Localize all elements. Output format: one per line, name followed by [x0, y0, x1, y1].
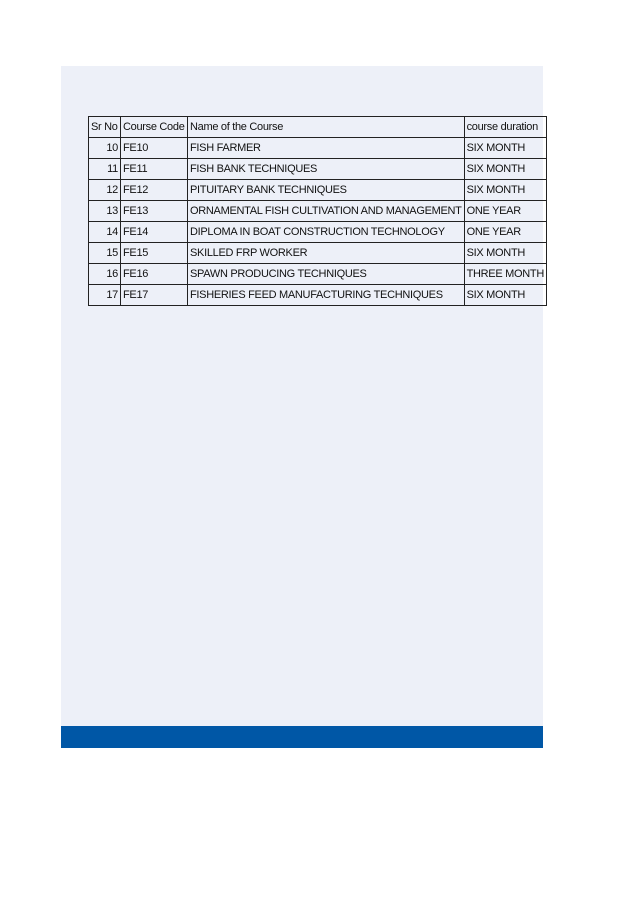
table-row: [89, 243, 547, 264]
cell-course-duration: SIX MONTH: [464, 138, 546, 159]
header-course-code: Course Code: [121, 117, 188, 138]
table-row: [89, 285, 547, 306]
cell-course-duration: THREE MONTH: [464, 264, 546, 285]
cell-course-code: FE14: [121, 222, 188, 243]
cell-sr-no: 10: [89, 138, 121, 159]
cell-course-code: FE16: [121, 264, 188, 285]
cell-course-duration: ONE YEAR: [464, 222, 546, 243]
cell-course-code: FE13: [121, 201, 188, 222]
cell-course-name: FISH BANK TECHNIQUES: [188, 159, 465, 180]
cell-course-duration: SIX MONTH: [464, 159, 546, 180]
cell-sr-no: 16: [89, 264, 121, 285]
cell-course-name: ORNAMENTAL FISH CULTIVATION AND MANAGEMENT: [188, 201, 465, 222]
cell-course-code: FE11: [121, 159, 188, 180]
table-row: [89, 138, 547, 159]
header-course-name: Name of the Course: [188, 117, 465, 138]
cell-course-duration: SIX MONTH: [464, 243, 546, 264]
table-row: [89, 159, 547, 180]
cell-course-duration: ONE YEAR: [464, 201, 546, 222]
cell-course-duration: SIX MONTH: [464, 180, 546, 201]
cell-course-duration: SIX MONTH: [464, 285, 546, 306]
cell-course-name: FISH FARMER: [188, 138, 465, 159]
header-sr-no: Sr No: [89, 117, 121, 138]
table-row: [89, 222, 547, 243]
cell-course-code: FE17: [121, 285, 188, 306]
table-row: [89, 201, 547, 222]
cell-sr-no: 13: [89, 201, 121, 222]
cell-course-name: FISHERIES FEED MANUFACTURING TECHNIQUES: [188, 285, 465, 306]
footer-bar: [61, 726, 543, 748]
cell-sr-no: 15: [89, 243, 121, 264]
cell-course-name: SPAWN PRODUCING TECHNIQUES: [188, 264, 465, 285]
cell-course-code: FE10: [121, 138, 188, 159]
table-row: [89, 264, 547, 285]
header-course-duration: course duration: [464, 117, 546, 138]
cell-course-name: PITUITARY BANK TECHNIQUES: [188, 180, 465, 201]
courses-table: [88, 116, 547, 306]
table-header-row: [89, 117, 547, 138]
cell-sr-no: 17: [89, 285, 121, 306]
cell-sr-no: 11: [89, 159, 121, 180]
cell-course-code: FE15: [121, 243, 188, 264]
cell-course-name: DIPLOMA IN BOAT CONSTRUCTION TECHNOLOGY: [188, 222, 465, 243]
cell-sr-no: 12: [89, 180, 121, 201]
cell-sr-no: 14: [89, 222, 121, 243]
cell-course-name: SKILLED FRP WORKER: [188, 243, 465, 264]
table-row: [89, 180, 547, 201]
cell-course-code: FE12: [121, 180, 188, 201]
